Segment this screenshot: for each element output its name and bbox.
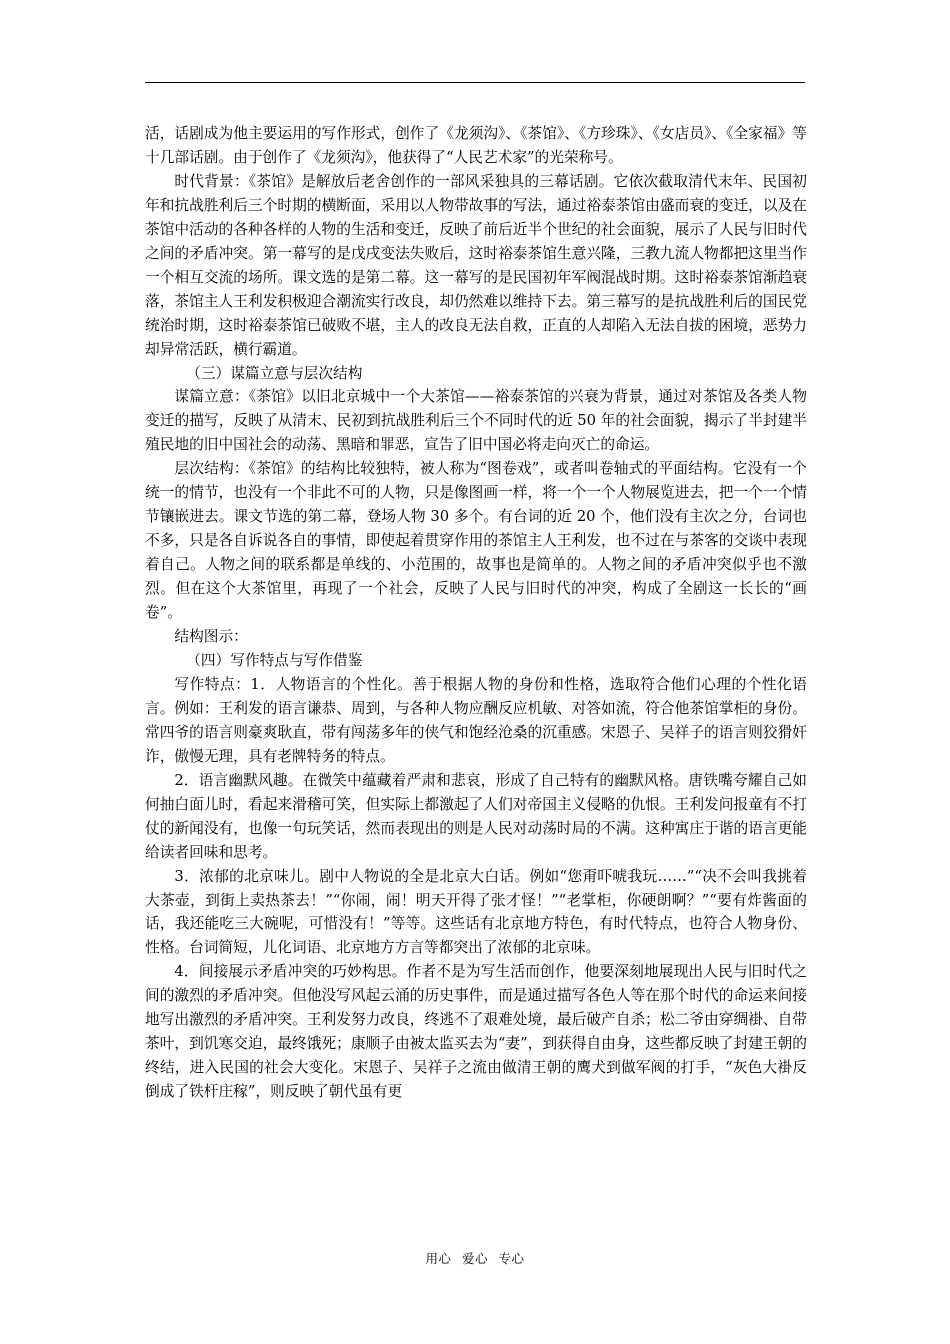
paragraph-author-works: 活，话剧成为他主要运用的写作形式，创作了《龙须沟》、《茶馆》、《方珍珠》、《女店员》、《全家福》等十几部话剧。由于创作了《龙须沟》，他获得了“人民艺术家”的光荣称号。 xyxy=(145,125,807,166)
paragraph-structure: 层次结构：《茶馆》的结构比较独特，被人称为“图卷戏”，或者叫卷轴式的平面结构。它没有一个统一的情节，也没有一个非此不可的人物，只是像图画一样，将一个一个人物展览进去，把一个一个情节镶嵌进去。课文节选的第二幕，登场人物 30 多个。有台词的近 20 个，他们没有主次之分，台词也不多，只是各自诉说各自的事情，即使起着贯穿作用的茶馆主人王利发，也不过在与茶客的交谈中表现着自己。人物之间的联系都是单线的、小范围的，故事也是简单的。人物之间的矛盾冲突似乎也不激烈。但在这个大茶馆里，再现了一个社会，反映了人民与旧时代的冲突，构成了全剧这一长长的“画卷”。 xyxy=(145,460,807,622)
paragraph-feature-2: 2．语言幽默风趣。在微笑中蕴藏着严肃和悲哀，形成了自己特有的幽默风格。唐铁嘴夸耀自己如何抽白面儿时，看起来滑稽可笑，但实际上都激起了人们对帝国主义侵略的仇恨。王利发问报童有不打仗的新闻没有，也像一句玩笑话，然而表现出的则是人民对动荡时局的不满。这种寓庄于谐的语言更能给读者回味和思考。 xyxy=(145,771,807,861)
paragraph-feature-1: 写作特点：1．人物语言的个性化。善于根据人物的身份和性格，选取符合他们心理的个性化语言。例如：王利发的语言谦恭、周到，与各种人物应酬反应机敏、对答如流，符合他茶馆掌柜的身份。常四爷的语言则豪爽耿直，带有闯荡多年的侠气和饱经沧桑的沉重感。宋恩子、吴祥子的语言则狡猾奸诈，傲慢无理，具有老牌特务的特点。 xyxy=(145,675,807,765)
paragraph-feature-4: 4．间接展示矛盾冲突的巧妙构思。作者不是为写生活而创作，他要深刻地展现出人民与旧时代之间的激烈的矛盾冲突。但他没写风起云涌的历史事件，而是通过描写各色人等在那个时代的命运来间接地写出激烈的矛盾冲突。王利发努力改良，终逃不了艰难处境，最后破产自杀；松二爷由穿绸褂、自带茶叶，到饥寒交迫，最终饿死；康顺子由被太监买去为“妻”，到获得自由身，这些都反映了封建王朝的终结，进入民国的社会大变化。宋恩子、吴祥子之流由做清王朝的鹰犬到做军阀的打手，“灰色大褂反倒成了铁杆庄稼”，则反映了朝代虽有更 xyxy=(145,963,807,1101)
paragraph-theme: 谋篇立意：《茶馆》以旧北京城中一个大茶馆——裕泰茶馆的兴衰为背景，通过对茶馆及各类人物变迁的描写，反映了从清末、民初到抗战胜利后三个不同时代的近 50 年的社会面貌，揭示了半封建半殖民地的旧中国社会的动荡、黑暗和罪恶，宣告了旧中国必将走向灭亡的命运。 xyxy=(145,388,807,454)
header-rule xyxy=(145,82,805,83)
paragraph-era-background: 时代背景：《茶馆》是解放后老舍创作的一部风采独具的三幕话剧。它依次截取清代末年、民国初年和抗战胜利后三个时期的横断面，采用以人物带故事的写法，通过裕泰茶馆由盛而衰的变迁，以及在茶馆中活动的各种各样的人物的生活和变迁，反映了前后近半个世纪的社会面貌，展示了人民与旧时代之间的矛盾冲突。第一幕写的是戊戌变法失败后，这时裕泰茶馆生意兴隆，三教九流人物都把这里当作一个相互交流的场所。课文选的是第二幕。这一幕写的是民国初年军阀混战时期。这时裕泰茶馆渐趋衰落，茶馆主人王利发积极迎合潮流实行改良，却仍然难以维持下去。第三幕写的是抗战胜利后的国民党统治时期，这时裕泰茶馆已破败不堪，主人的改良无法自救，正直的人却陷入无法自拔的困境，恶势力却异常活跃，横行霸道。 xyxy=(145,172,807,358)
section-heading-4: （四）写作特点与写作借鉴 xyxy=(186,651,363,669)
body-text xyxy=(145,122,807,1104)
paragraph-feature-3: 3．浓郁的北京味儿。剧中人物说的全是北京大白话。例如“您甭吓唬我玩……”“决不会叫我挑着大茶壶，到街上卖热茶去！”“你闹，闹！明天开得了张才怪！”“老掌柜，你硬朗啊？”“要有炸酱面的话，我还能吃三大碗呢，可惜没有！”等等。这些话有北京地方特色，有时代特点，也符合人物身份、性格。台词简短，儿化词语、北京地方方言等都突出了浓郁的北京味。 xyxy=(145,867,807,957)
paragraph-structure-diagram: 结构图示： xyxy=(174,628,248,646)
page-footer: 用心 爱心 专心 xyxy=(425,1251,525,1266)
section-heading-3: （三）谋篇立意与层次结构 xyxy=(186,364,363,382)
